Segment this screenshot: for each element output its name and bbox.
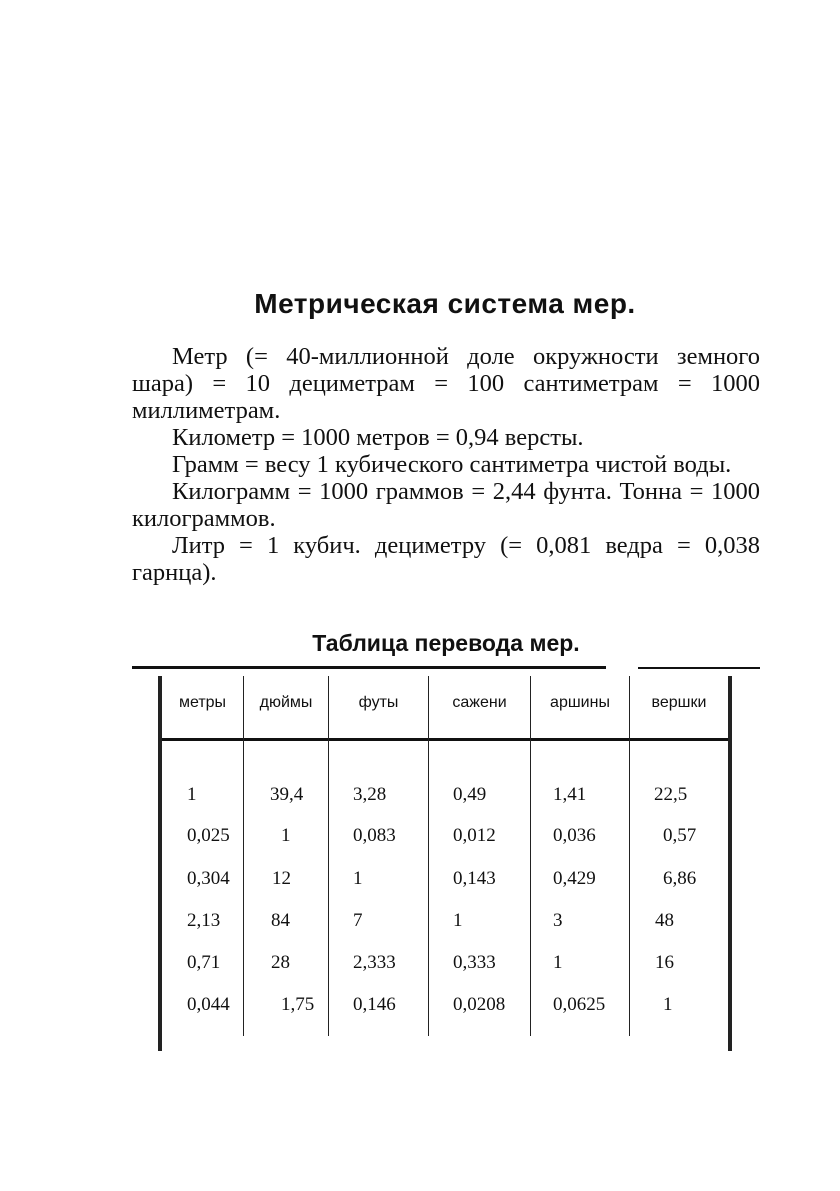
table-cell: 1 xyxy=(453,910,463,931)
table-cell: 39,4 xyxy=(270,784,304,805)
table-cell: 0,57 xyxy=(663,825,697,846)
header-arshins: аршины xyxy=(550,694,610,711)
page-title: Метрическая система мер. xyxy=(254,288,636,319)
table-cell: 2,333 xyxy=(353,952,396,973)
table-cell: 3 xyxy=(553,910,563,931)
paragraph-meter: Метр (= 40-миллионной доле окружности земного шара) = 10 дециметрам = 100 сантиметрам = 1000 миллиметрам. xyxy=(132,343,760,424)
table-cell: 0,044 xyxy=(187,994,230,1015)
table-cell: 84 xyxy=(271,910,290,931)
header-feet: футы xyxy=(358,694,399,711)
column-divider-2 xyxy=(328,676,329,1036)
table-cell: 3,28 xyxy=(353,784,387,805)
body-text xyxy=(132,343,760,586)
table-cell: 1,41 xyxy=(553,784,587,805)
table-right-border xyxy=(728,676,732,1051)
table-cell: 22,5 xyxy=(654,784,688,805)
table-top-rule-left xyxy=(132,666,606,669)
table-title: Таблица перевода мер. xyxy=(312,630,580,656)
table-cell: 0,146 xyxy=(353,994,396,1015)
table-cell: 0,429 xyxy=(553,868,596,889)
table-cell: 28 xyxy=(271,952,290,973)
header-inches: дюймы xyxy=(259,694,313,711)
table-cell: 0,025 xyxy=(187,825,230,846)
table-cell: 1 xyxy=(281,825,291,846)
column-divider-3 xyxy=(428,676,429,1036)
table-top-rule-right xyxy=(638,667,760,669)
table-cell: 1,75 xyxy=(281,994,315,1015)
paragraph-gram: Грамм = весу 1 кубического сантиметра чистой воды. xyxy=(172,451,732,478)
paragraph-kilogram: Килограмм = 1000 граммов = 2,44 фунта. Тонна = 1000 килограммов. xyxy=(132,478,760,532)
table-cell: 0,012 xyxy=(453,825,496,846)
table-cell: 0,0625 xyxy=(553,994,606,1015)
table-header-rule xyxy=(162,738,728,741)
table-cell: 0,0208 xyxy=(453,994,506,1015)
table-cell: 2,13 xyxy=(187,910,221,931)
header-meters: метры xyxy=(178,694,227,711)
paragraph-kilometer: Километр = 1000 метров = 0,94 версты. xyxy=(172,424,584,451)
table-cell: 0,333 xyxy=(453,952,496,973)
table-left-border xyxy=(158,676,162,1051)
table-cell: 0,143 xyxy=(453,868,496,889)
table-cell: 0,49 xyxy=(453,784,487,805)
table-cell: 0,083 xyxy=(353,825,396,846)
table-cell: 0,304 xyxy=(187,868,230,889)
table-cell: 7 xyxy=(353,910,363,931)
header-sazhens: сажени xyxy=(452,694,507,711)
table-cell: 0,71 xyxy=(187,952,221,973)
table-cell: 1 xyxy=(187,784,197,805)
table-cell: 1 xyxy=(553,952,563,973)
header-vershoks: вершки xyxy=(651,694,707,711)
paragraph-liter: Литр = 1 кубич. дециметру (= 0,081 ведра = 0,038 гарнца). xyxy=(132,532,760,586)
table-cell: 48 xyxy=(655,910,674,931)
table-cell: 1 xyxy=(663,994,673,1015)
column-divider-1 xyxy=(243,676,244,1036)
table-cell: 12 xyxy=(272,868,291,889)
table-cell: 16 xyxy=(655,952,674,973)
table-cell: 6,86 xyxy=(663,868,697,889)
table-cell: 0,036 xyxy=(553,825,596,846)
table-cell: 1 xyxy=(353,868,363,889)
column-divider-4 xyxy=(530,676,531,1036)
column-divider-5 xyxy=(629,676,630,1036)
